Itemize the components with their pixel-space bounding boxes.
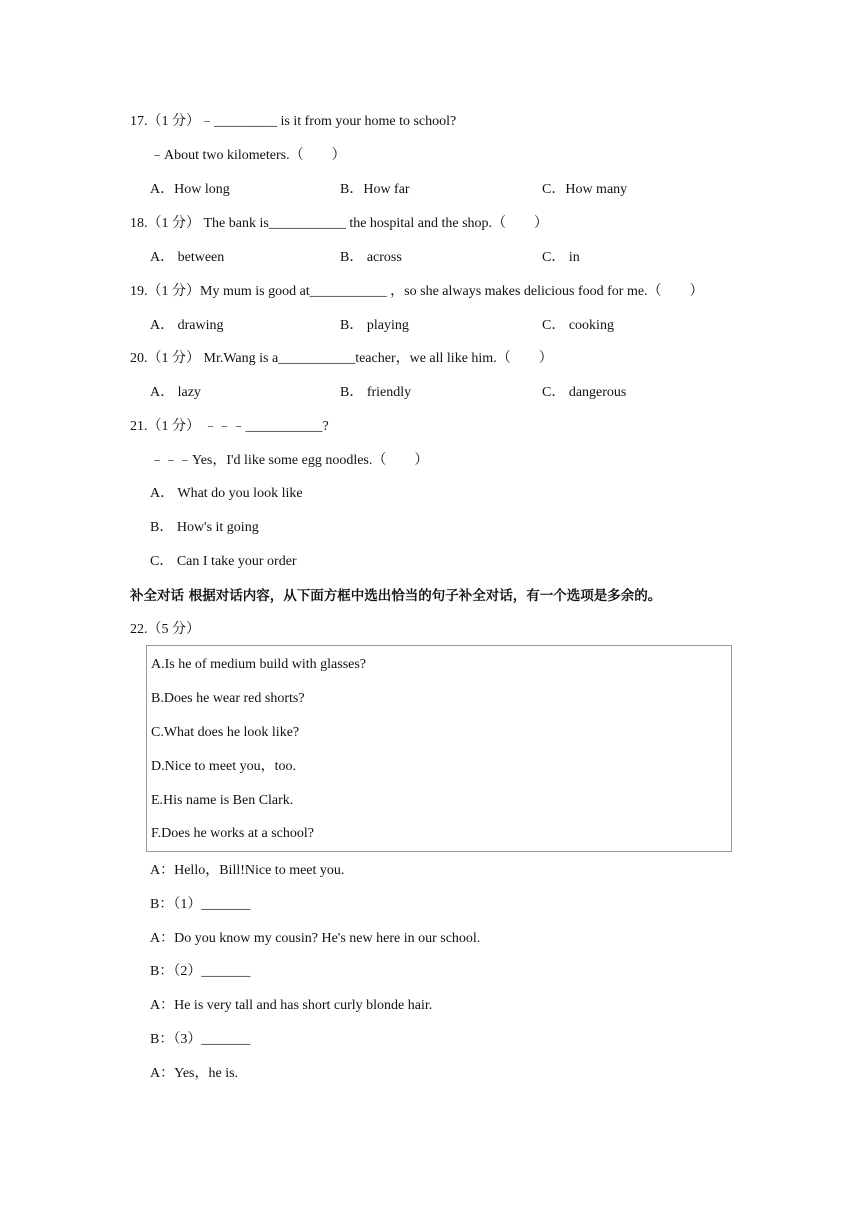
q20-stem: 20.（1 分） Mr.Wang is a___________teacher，we all like him.（ ） xyxy=(130,351,553,366)
dialogue-line-6: B：（3）_______ xyxy=(150,1032,251,1047)
q21-option-b: B． How's it going xyxy=(150,520,259,535)
box-option-f: F.Does he works at a school? xyxy=(151,826,314,841)
box-option-a: A.Is he of medium build with glasses? xyxy=(151,657,367,672)
box-option-c: C.What does he look like? xyxy=(151,725,300,740)
q18-stem: 18.（1 分） The bank is___________ the hospital and the shop.（ ） xyxy=(130,216,549,231)
dialogue-line-4: B：（2）_______ xyxy=(150,964,251,979)
q18-option-b: B． across xyxy=(340,250,402,265)
q21-option-a: A． What do you look like xyxy=(150,486,303,501)
options-box xyxy=(146,645,732,852)
dialogue-line-7: A：Yes，he is. xyxy=(150,1066,239,1081)
box-option-d: D.Nice to meet you，too. xyxy=(151,759,297,774)
dialogue-line-5: A：He is very tall and has short curly blonde hair. xyxy=(150,998,433,1013)
section-heading: 补全对话 根据对话内容，从下面方框中选出恰当的句子补全对话，有一个选项是多余的。 xyxy=(130,588,662,604)
q21-stem: 21.（1 分） ﹣﹣﹣___________? xyxy=(130,419,329,434)
dialogue-line-3: A：Do you know my cousin? He's new here in our school. xyxy=(150,931,481,946)
dialogue-line-1: A：Hello，Bill!Nice to meet you. xyxy=(150,863,345,878)
q19-option-c: C． cooking xyxy=(542,318,614,333)
q17-option-c: C．How many xyxy=(542,182,628,197)
q20-option-b: B． friendly xyxy=(340,385,412,400)
q17-stem: 17.（1 分）﹣_________ is it from your home to school? xyxy=(130,114,457,129)
q19-option-a: A． drawing xyxy=(150,318,224,333)
q18-option-c: C． in xyxy=(542,250,580,265)
q21-answer-line: ﹣﹣﹣Yes，I'd like some egg noodles.（ ） xyxy=(150,453,429,468)
q20-option-c: C． dangerous xyxy=(542,385,627,400)
q18-option-a: A． between xyxy=(150,250,225,265)
q19-option-b: B． playing xyxy=(340,318,409,333)
q19-stem: 19.（1 分）My mum is good at___________ ，so she always makes delicious food for me.（ ） xyxy=(130,284,704,299)
box-option-b: B.Does he wear red shorts? xyxy=(151,691,305,706)
q20-option-a: A． lazy xyxy=(150,385,201,400)
box-option-e: E.His name is Ben Clark. xyxy=(151,793,294,808)
dialogue-line-2: B：（1）_______ xyxy=(150,897,251,912)
q17-option-a: A．How long xyxy=(150,182,230,197)
q22-stem: 22.（5 分） xyxy=(130,622,200,637)
q17-option-b: B．How far xyxy=(340,182,410,197)
q21-option-c: C． Can I take your order xyxy=(150,554,297,569)
q17-answer-line: ﹣About two kilometers.（ ） xyxy=(150,148,346,163)
